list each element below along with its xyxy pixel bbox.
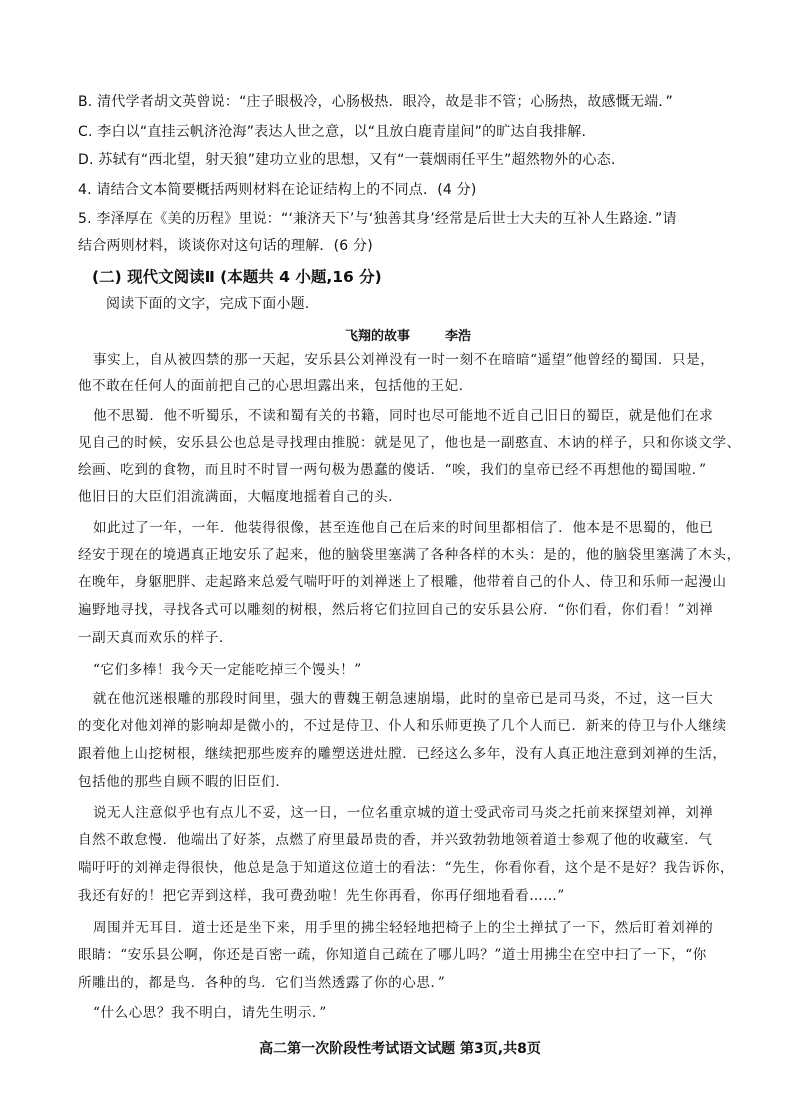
passage-line: 他旧日的大臣们泪流满面，大幅度地摇着自己的头． bbox=[78, 489, 403, 505]
passage-line: 周围并无耳目．道士还是坐下来，用手里的拂尘轻轻地把椅子上的尘土掸拭了一下，然后盯着刘禅的 bbox=[93, 920, 714, 936]
passage-author: 李浩 bbox=[445, 329, 472, 344]
passage-line: 他不思蜀．他不听蜀乐，不读和蜀有关的书籍，同时也尽可能地不近自己旧日的蜀臣，就是他们在求 bbox=[93, 408, 714, 424]
passage-line: 自然不敢怠慢．他端出了好茶，点燃了府里最昂贵的香，并兴致勃勃地领着道士参观了他的收藏室．气 bbox=[78, 832, 713, 848]
question-4: 4. 请结合文本简要概括两则材料在论证结构上的不同点．(4 分) bbox=[78, 182, 477, 198]
passage-line: 他不敢在任何人的面前把自己的心思坦露出来，包括他的王妃． bbox=[78, 378, 473, 394]
passage-line: 遍野地寻找，寻找各式可以雕刻的树根，然后将它们拉回自己的安乐县公府．“你们看，你们看！”刘禅 bbox=[78, 602, 714, 618]
passage-line: 就在他沉迷根雕的那段时间里，强大的曹魏王朝急速崩塌，此时的皇帝已是司马炎，不过，这一巨大 bbox=[93, 691, 714, 707]
passage-line: 喘吁吁的刘禅走得很快，他总是急于知道这位道士的看法：“先生，你看你看，这个是不是好？我告诉你， bbox=[78, 860, 735, 876]
passage-line: 说无人注意似乎也有点儿不妥，这一日，一位名重京城的道士受武帝司马炎之托前来探望刘禅，刘禅 bbox=[93, 805, 714, 821]
question-5-line-2: 结合两则材料，谈谈你对这句话的理解．(6 分) bbox=[78, 238, 373, 254]
passage-line: 的变化对他刘禅的影响却是微小的，不过是侍卫、仆人和乐师更换了几个人而已．新来的侍卫与仆人继续 bbox=[78, 718, 727, 734]
passage-title: 飞翔的故事 bbox=[345, 329, 411, 344]
page-footer: 高二第一次阶段性考试语文试题 第3页,共8页 bbox=[259, 1041, 541, 1057]
option-b: B. 清代学者胡文英曾说：“庄子眼极冷，心肠极热．眼冷，故是非不管；心肠热，故感慨无端．” bbox=[78, 94, 674, 110]
passage-line: 经安于现在的境遇真正地安乐了起来，他的脑袋里塞满了各种各样的木头：是的，他的脑袋里塞满了木头， bbox=[78, 547, 741, 563]
passage-line: 所雕出的，都是鸟．各种的鸟．它们当然透露了你的心思．” bbox=[78, 975, 446, 991]
reading-instruction: 阅读下面的文字，完成下面小题. bbox=[106, 296, 310, 312]
passage-line: 我还有好的！把它弄到这样，我可费劲啦！先生你再看，你再仔细地看看……” bbox=[78, 888, 565, 904]
passage-line: 在晚年，身躯肥胖、走起路来总爱气喘吁吁的刘禅迷上了根雕，他带着自己的仆人、侍卫和乐师一起漫山 bbox=[78, 574, 727, 590]
passage-line: 事实上，自从被四禁的那一天起，安乐县公刘禅没有一时一刻不在暗暗“遥望”他曾经的蜀国．只是， bbox=[93, 352, 715, 368]
passage-line: 跟着他上山挖树根，继续把那些废弃的雕塑送进灶膛．已经这么多年，没有人真正地注意到刘禅的生活， bbox=[78, 746, 727, 762]
passage-line: 一副天真而欢乐的样子． bbox=[78, 630, 234, 646]
passage-line: 绘画、吃到的食物，而且时不时冒一两句极为愚蠢的傻话．“唉，我们的皇帝已经不再想他的蜀国啦．” bbox=[78, 462, 707, 478]
section-heading: (二) 现代文阅读Ⅱ (本题共 4 小题,16 分) bbox=[92, 268, 382, 286]
passage-line: 见自己的时候，安乐县公也总是寻找理由推脱：就是见了，他也是一副憨直、木讷的样子，只和你谈文学、 bbox=[78, 435, 741, 451]
option-d: D. 苏轼有“西北望，射天狼”建功立业的思想，又有“一蓑烟雨任平生”超然物外的心态. bbox=[78, 152, 616, 168]
option-c: C. 李白以“直挂云帆济沧海”表达人世之意，以“且放白鹿青崖间”的旷达自我排解. bbox=[78, 124, 587, 140]
passage-line: 包括他的那些自顾不暇的旧臣们． bbox=[78, 774, 290, 790]
passage-line: 如此过了一年，一年．他装得很像，甚至连他自己在后来的时间里都相信了．他本是不思蜀的，他已 bbox=[93, 520, 714, 536]
question-5-line-1: 5. 李泽厚在《美的历程》里说：“‘兼济天下’与‘独善其身’经常是后世士大夫的互补人生路途．”请 bbox=[78, 211, 677, 227]
passage-line: “它们多棒！我今天一定能吃掉三个馒头！” bbox=[93, 662, 362, 678]
passage-line: 眼睛：“安乐县公啊，你还是百密一疏，你知道自己疏在了哪儿吗？”道士用拂尘在空中扫了一下，“你 bbox=[78, 947, 707, 963]
passage-line: “什么心思？我不明白，请先生明示．” bbox=[93, 1005, 327, 1021]
